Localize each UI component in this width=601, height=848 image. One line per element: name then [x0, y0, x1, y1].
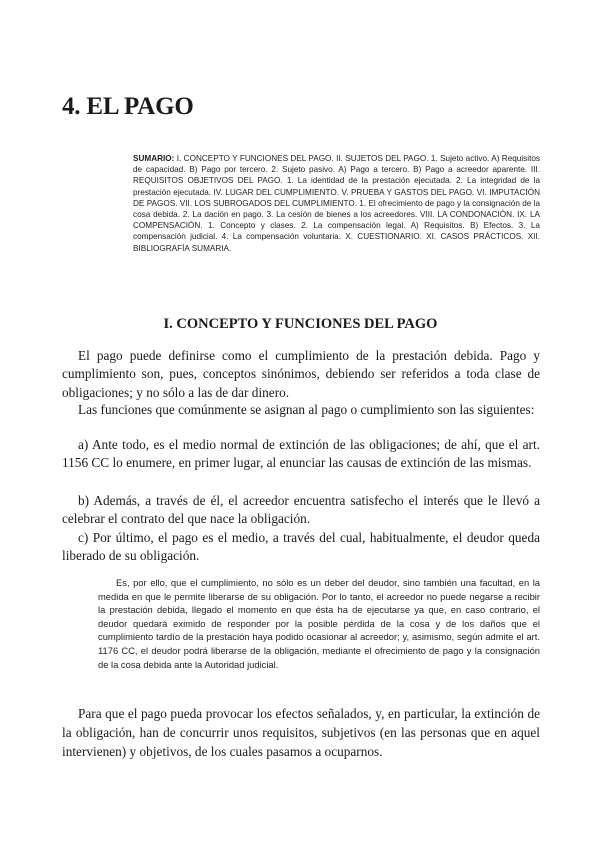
summary-label: SUMARIO:: [133, 154, 175, 163]
paragraph-function-c: c) Por último, el pago es el medio, a través del cual, habitualmente, el deudor queda liberado de su obligación.: [62, 530, 540, 564]
chapter-title: 4. EL PAGO: [62, 93, 194, 120]
section-heading: I. CONCEPTO Y FUNCIONES DEL PAGO: [163, 316, 438, 332]
chapter-summary: [133, 153, 540, 254]
paragraph-requirements: Para que el pago pueda provocar los efectos señalados, y, en particular, la extinción de la obligación, han de concurrir unos requisitos, subjetivos (en las personas que en aquel intervienen) y objetivos, de los cuales pasamos a ocuparnos.: [62, 706, 540, 759]
small-print-note: Es, por ello, que el cumplimiento, no sólo es un deber del deudor, sino también una facultad, en la medida en que le permite liberarse de su obligación. Por lo tanto, el acreedor no puede negarse a recibir la prestación debida, llegado el momento en que ésta ha de ejecutarse ya que, en caso contrario, el deudor quedará eximido de responder por la posible pérdida de la cosa y de los daños que el cumplimiento tardío de la prestación haya podido ocasionar al acreedor; y, asimismo, según admite el art. 1176 CC, el deudor podrá liberarse de la obligación, mediante el ofrecimiento de pago y la consignación de la cosa debida ante la Autoridad judicial.: [98, 577, 540, 670]
paragraph-definition: El pago puede definirse como el cumplimiento de la prestación debida. Pago y cumplimiento son, pues, conceptos sinónimos, debiendo ser referidos a toda clase de obligaciones; y no sólo a las de dar dinero.: [62, 348, 540, 400]
summary-text: I. CONCEPTO Y FUNCIONES DEL PAGO. II. SUJETOS DEL PAGO. 1. Sujeto activo. A) Requisitos de capacidad. B) Pago por tercero. 2. Sujeto pasivo. A) Pago a tercero. B) Pago a acreedor aparente. III. REQUISITOS OBJETIVOS DEL PAGO. 1. La identidad de la prestación ejecutada. 2. La integridad de la prestación ejecutada. IV. LUGAR DEL CUMPLIMIENTO. V. PRUEBA Y GASTOS DEL PAGO. VI. IMPUTACIÓN DE PAGOS. VII. LOS SUBROGADOS DEL CUMPLIMIENTO. 1. El ofrecimiento de pago y la consignación de la cosa debida. 2. La dación en pago. 3. La cesión de bienes a los acreedores. VIII. LA CONDONACIÓN. IX. LA COMPENSACIÓN. 1. Concepto y clases. 2. La compensación legal. A) Requisitos. B) Efectos. 3. La compensación judicial. 4. La compensación voluntaria. X. CUESTIONARIO. XI. CASOS PRÁCTICOS. XII. BIBLIOGRAFÍA SUMARIA.: [133, 154, 541, 253]
paragraph-function-b: b) Además, a través de él, el acreedor encuentra satisfecho el interés que le llevó a celebrar el contrato del que nace la obligación.: [62, 493, 540, 527]
paragraph-functions-intro: Las funciones que comúnmente se asignan al pago o cumplimiento son las siguientes:: [78, 402, 535, 417]
paragraph-function-a: a) Ante todo, es el medio normal de extinción de las obligaciones; de ahí, que el art. 1156 CC lo enumere, en primer lugar, al enunciar las causas de extinción de las mismas.: [62, 437, 540, 471]
